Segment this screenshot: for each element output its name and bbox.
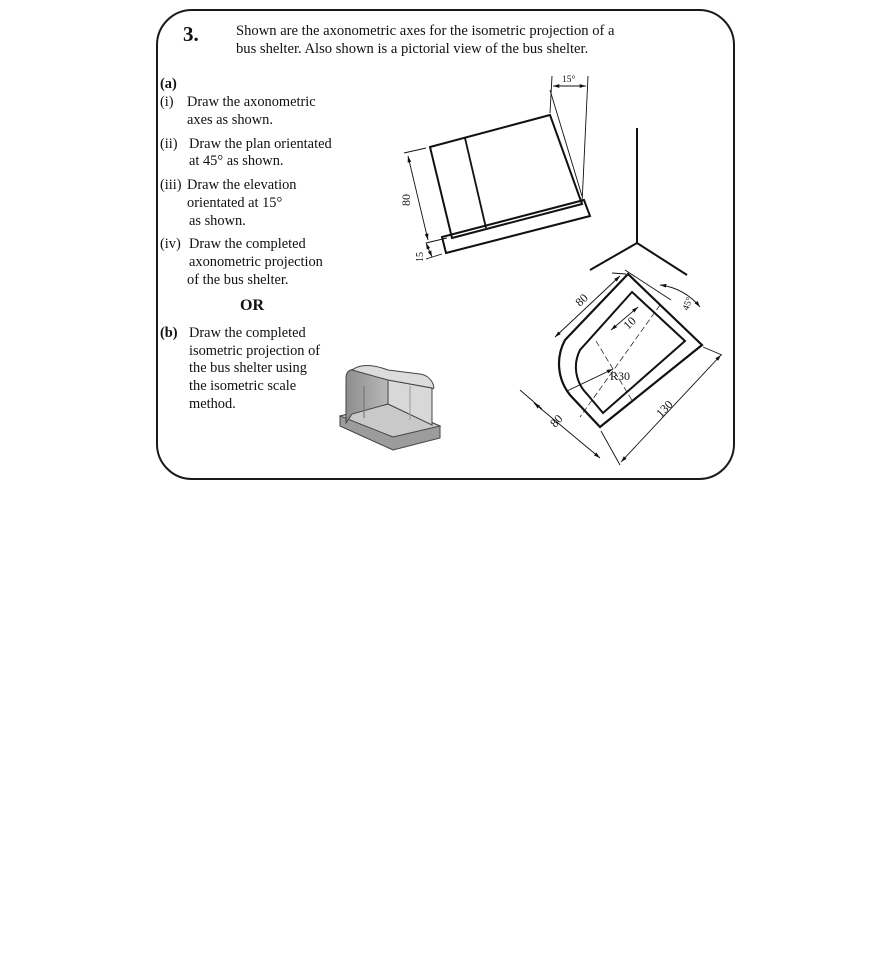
question-intro-line-1: Shown are the axonometric axes for the isometric projection of a (236, 23, 615, 39)
elevation-height-label: 80 (399, 194, 413, 206)
part-a-iii-line-2: orientated at 15° (187, 195, 283, 211)
part-a-i-number: (i) (160, 94, 174, 110)
part-b-line-1: Draw the completed (189, 325, 306, 341)
part-a-iii-line-3: as shown. (189, 213, 246, 229)
part-b-line-5: method. (189, 396, 236, 412)
part-b-line-4: the isometric scale (189, 378, 297, 394)
part-b-label: (b) (160, 325, 178, 341)
part-b-line-3: the bus shelter using (189, 360, 307, 376)
elevation-angle-label: 15° (562, 75, 576, 85)
plan-angle-label: 45° (681, 296, 696, 313)
question-intro-line-2: bus shelter. Also shown is a pictorial view of the bus shelter. (236, 41, 589, 57)
part-a-ii-number: (ii) (160, 136, 178, 152)
part-a-iii-line-1: Draw the elevation (187, 177, 297, 193)
axonometric-axes (590, 128, 687, 275)
wall-thickness-label: 10 (620, 313, 639, 333)
elevation-view (404, 76, 590, 259)
or-label: OR (240, 297, 264, 314)
part-a-iii-number: (iii) (160, 177, 182, 193)
plan-depth-label: 130 (653, 397, 676, 421)
part-a-iv-number: (iv) (160, 236, 181, 252)
question-number: 3. (183, 22, 199, 46)
part-a-ii-line-2: at 45° as shown. (189, 153, 284, 169)
part-a-iv-line-2: axonometric projection (189, 254, 323, 270)
part-a-ii-line-1: Draw the plan orientated (189, 136, 332, 152)
pictorial-view (340, 366, 440, 451)
radius-label: R30 (610, 369, 631, 383)
plan-width-label: 80 (572, 290, 591, 310)
part-a-iv-line-1: Draw the completed (189, 236, 306, 252)
part-a-i-line-1: Draw the axonometric (187, 94, 316, 110)
part-a-iv-line-3: of the bus shelter. (187, 272, 289, 288)
base-height-label: 15 (415, 252, 426, 262)
part-b-line-2: isometric projection of (189, 343, 321, 359)
part-a-i-line-2: axes as shown. (187, 112, 273, 128)
plan-width-lower-label: 80 (547, 411, 566, 431)
part-a-label: (a) (160, 76, 177, 92)
